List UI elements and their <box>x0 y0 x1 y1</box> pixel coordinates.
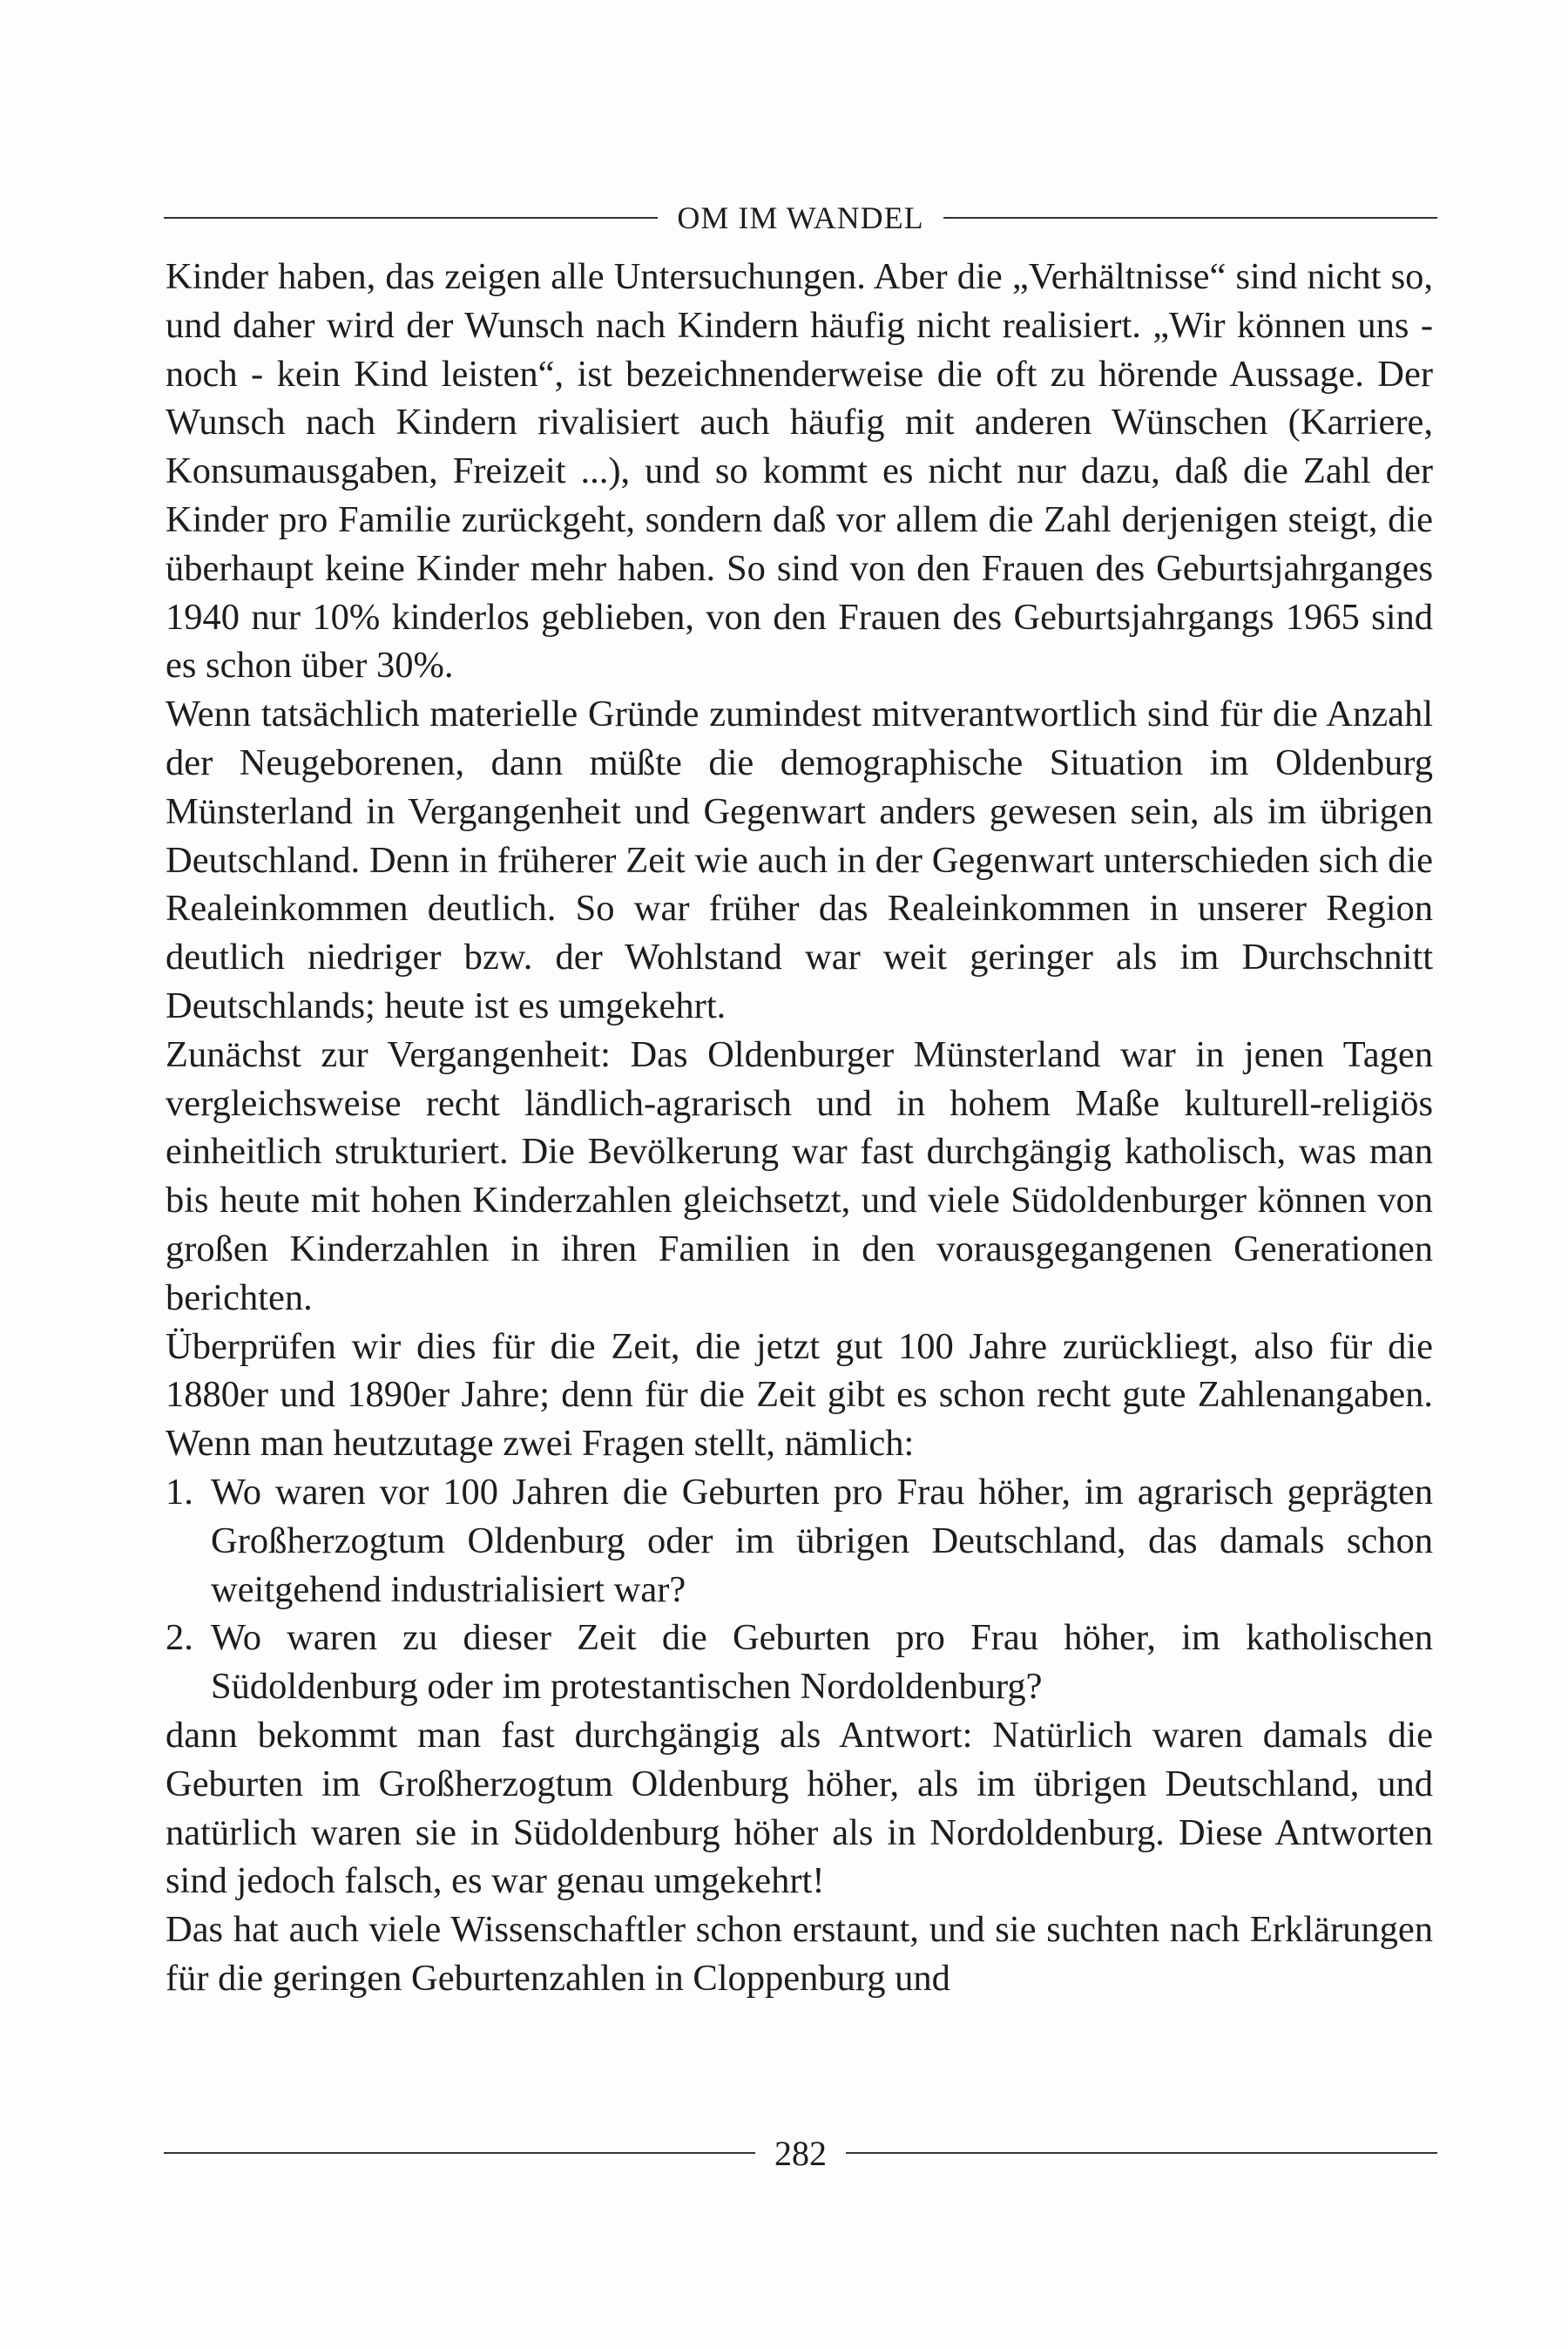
question-number: 2. <box>166 1617 193 1659</box>
page-footer <box>164 2129 1437 2177</box>
body-text <box>166 253 1433 2003</box>
paragraph: Zunächst zur Vergangenheit: Das Oldenburger Münsterland war in jenen Tagen vergleichsweise recht ländlich-agrarisch und in hohem Maße kulturell-religiös einheitlich strukturiert. Die Bevölkerung war fast durchgängig katholisch, was man bis heute mit hohen Kinderzahlen gleichsetzt, und viele Südoldenburger können von großen Kinderzahlen in ihren Familien in den vorausgegangenen Generationen berichten. <box>166 1033 1433 1318</box>
question-item <box>166 1468 1433 1614</box>
page-number: 282 <box>774 2133 827 2173</box>
paragraph: dann bekommt man fast durchgängig als Antwort: Natürlich waren damals die Geburten im Großherzogtum Oldenburg höher, als im übrigen Deutschland, und natürlich waren sie in Südoldenburg höher als in Nordoldenburg. Diese Antworten sind jedoch falsch, es war genau umgekehrt! <box>166 1714 1433 1902</box>
footer-rule-left <box>164 2152 755 2154</box>
header-rule-left <box>164 217 658 219</box>
paragraph: Überprüfen wir dies für die Zeit, die jetzt gut 100 Jahre zurückliegt, also für die 1880er und 1890er Jahre; denn für die Zeit gibt es schon recht gute Zahlenangaben. Wenn man heutzutage zwei Fragen stellt, nämlich: <box>166 1325 1433 1465</box>
running-header <box>164 196 1437 240</box>
paragraph: Wenn tatsächlich materielle Gründe zumindest mitverantwortlich sind für die Anzahl der Neugeborenen, dann müßte die demographische Situation im Oldenburg Münsterland in Vergangenheit und Gegenwart anders gewesen sein, als im übrigen Deutschland. Denn in früherer Zeit wie auch in der Gegenwart unterschieden sich die Realeinkommen deutlich. So war früher das Realeinkommen in unserer Region deutlich niedriger bzw. der Wohlstand war weit geringer als im Durchschnitt Deutschlands; heute ist es umgekehrt. <box>166 694 1433 1026</box>
running-header-title: OM IM WANDEL <box>677 200 924 235</box>
question-text: Wo waren zu dieser Zeit die Geburten pro Frau höher, im katholischen Südoldenburg oder im protestantischen Nordoldenburg? <box>211 1617 1433 1708</box>
question-list <box>166 1468 1433 1711</box>
question-number: 1. <box>166 1471 193 1513</box>
paragraph: Das hat auch viele Wissenschaftler schon erstaunt, und sie suchten nach Erklärungen für die geringen Geburtenzahlen in Cloppenburg und <box>166 1909 1433 1999</box>
header-rule-right <box>943 217 1437 219</box>
footer-rule-right <box>846 2152 1437 2154</box>
question-text: Wo waren vor 100 Jahren die Geburten pro Frau höher, im agrarisch geprägten Großherzogtum Oldenburg oder im übrigen Deutschland, das damals schon weitgehend industrialisiert war? <box>211 1471 1433 1610</box>
question-item <box>166 1614 1433 1711</box>
paragraph: Kinder haben, das zeigen alle Untersuchungen. Aber die „Verhältnisse“ sind nicht so, und daher wird der Wunsch nach Kindern häufig nicht realisiert. „Wir können uns - noch - kein Kind leisten“, ist bezeichnenderweise die oft zu hörende Aussage. Der Wunsch nach Kindern rivalisiert auch häufig mit anderen Wünschen (Karriere, Konsumausgaben, Freizeit ...), und so kommt es nicht nur dazu, daß die Zahl der Kinder pro Familie zurückgeht, sondern daß vor allem die Zahl derjenigen steigt, die überhaupt keine Kinder mehr haben. So sind von den Frauen des Geburtsjahrganges 1940 nur 10% kinderlos geblieben, von den Frauen des Geburtsjahrgangs 1965 sind es schon über 30%. <box>166 256 1433 687</box>
